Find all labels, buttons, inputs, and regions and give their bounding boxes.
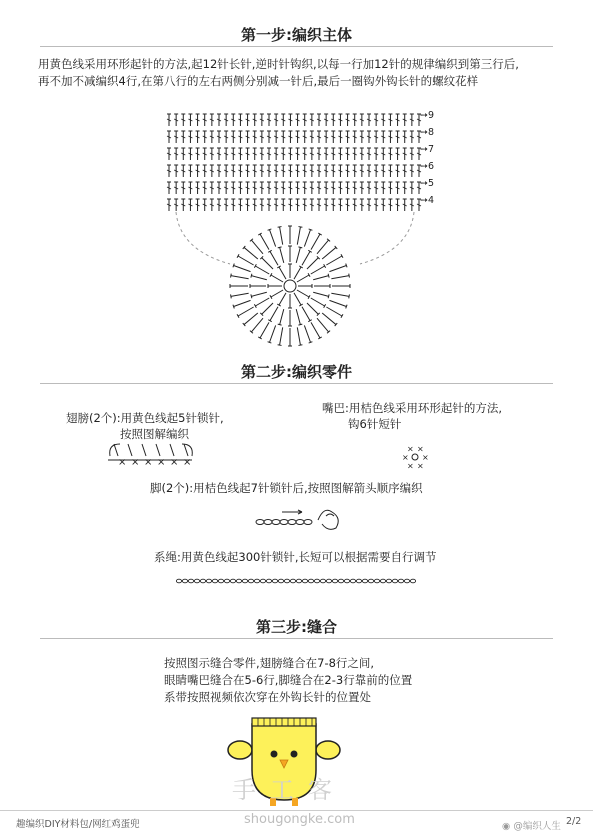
step2-heading: 第二步:编织零件 [241,363,352,381]
step1-rule [40,46,553,47]
step1-heading: 第一步:编织主体 [241,26,352,44]
watermark-cn: 手工客 [232,776,346,804]
step3-heading: 第三步:缝合 [256,618,337,636]
row-label-4: ➙4 [420,195,435,206]
wing-line1: 翅膀(2个):用黄色线起5针锁针, [66,411,224,425]
svg-text:×: × [417,444,424,454]
step3-rule [40,638,553,639]
svg-text:×: × [131,457,140,468]
watermark-url: shougongke.com [244,812,355,827]
svg-text:×: × [407,444,414,454]
weibo-icon: ◉ [502,821,511,832]
step3-line1: 按照图示缝合零件,翅膀缝合在7-8行之间, [164,656,375,670]
svg-text:×: × [422,453,429,462]
step2-rule [40,383,553,384]
row-label-7: ➙7 [420,144,435,155]
step3-line2: 眼睛嘴巴缝合在5-6行,脚缝合在2-3行靠前的位置 [164,673,413,687]
crochet-chart-icon [166,110,426,210]
watermark-weibo [502,818,561,832]
footer-rule [0,810,593,811]
svg-text:×: × [170,457,179,468]
weibo-handle: @编织人生 [513,821,561,832]
row-label-8: ➙8 [420,127,435,138]
chain-strap-icon [176,576,416,586]
step3-line3: 系带按照视频依次穿在外钩长针的位置处 [164,690,371,704]
svg-text:×: × [402,453,409,462]
svg-text:×: × [118,457,127,468]
strap-line: 系绳:用黄色线起300针锁针,长短可以根据需要自行调节 [154,550,437,564]
beak-line1: 嘴巴:用桔色线采用环形起针的方法, [322,401,503,415]
svg-text:×: × [144,457,153,468]
svg-text:×: × [407,461,414,471]
wing-chart-icon [106,440,196,468]
svg-text:×: × [183,457,192,468]
row-label-9: ➙9 [420,110,435,121]
row-label-6: ➙6 [420,161,435,172]
feet-chart-icon [252,502,352,536]
round-chart-icon [226,222,354,350]
step1-line1: 用黄色线采用环形起针的方法,起12针长针,逆时针钩织,以每一行加12针的规律编织到第三行后, [38,57,519,71]
footer-page: 2/2 [566,816,582,827]
row-label-5: ➙5 [420,178,435,189]
step1-line2: 再不加不减编织4行,在第八行的左右两侧分别减一针后,最后一圈钩外钩长针的螺纹花样 [38,74,479,88]
footer-left: 趣编织DIY材料包/网红鸡蛋兜 [16,819,140,830]
svg-text:×: × [157,457,166,468]
svg-text:×: × [417,461,424,471]
wing-line2: 按照图解编织 [120,427,189,441]
beak-line2: 钩6针短针 [348,417,402,431]
beak-chart-icon [400,442,430,472]
feet-line: 脚(2个):用桔色线起7针锁针后,按照图解箭头顺序编织 [150,481,423,495]
